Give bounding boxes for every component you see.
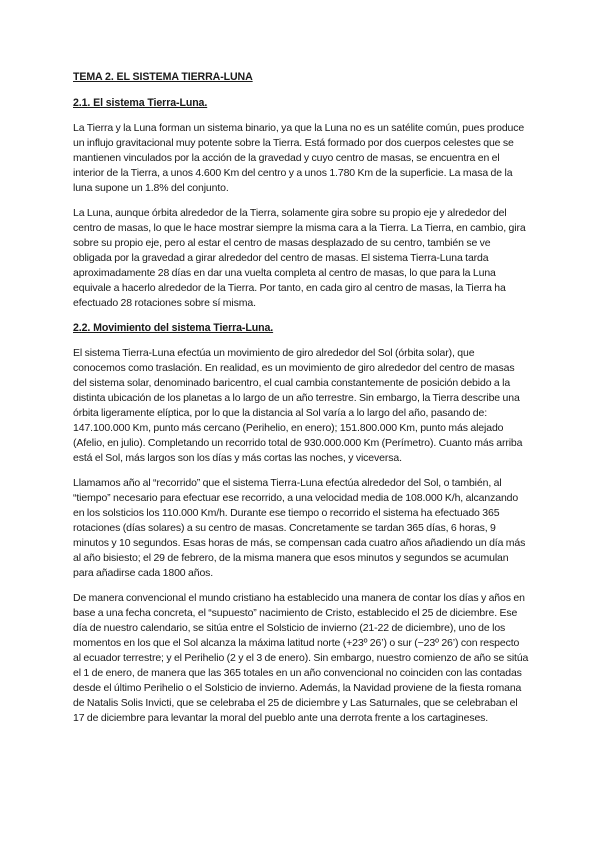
paragraph: El sistema Tierra-Luna efectúa un movimiento de giro alrededor del Sol (órbita solar), que conocemos como traslación. En realidad, es un movimiento de giro alrededor del centro de masas del sistema solar, denominado baricentro, el cual cambia constantemente de posición debido a la distinta ubicación de los planetas a lo largo de un año terrestre. Sin embargo, la Tierra describe una órbita ligeramente elíptica, por lo que la distancia al Sol varía a lo largo del año, pasando de: 147.100.000 Km, punto más cercano (Perihelio, en enero); 151.800.000 Km, punto más alejado (Afelio, en julio). Completando un recorrido total de 930.000.000 Km (Perímetro). Cuanto más arriba está el Sol, más largos son los días y más cortas las noches, y viceversa.: [73, 347, 523, 464]
section-earth-moon-system: [73, 96, 529, 311]
document-title: TEMA 2. EL SISTEMA TIERRA-LUNA: [73, 71, 253, 83]
document-body: [73, 70, 529, 736]
section-earth-moon-movement: [73, 321, 529, 726]
paragraph: Llamamos año al “recorrido” que el sistema Tierra-Luna efectúa alrededor del Sol, o también, al “tiempo” necesario para efectuar ese recorrido, a una velocidad media de 108.000 K/h, alcanzando en los solsticios los 110.000 Km/h. Durante ese tiempo o recorrido el sistema ha efectuado 365 rotaciones (días solares) a su centro de masas. Concretamente se tardan 365 días, 6 horas, 9 minutos y 10 segundos. Esas horas de más, se compensan cada cuatro años añadiendo un día más al año bisiesto; el 29 de febrero, de la misma manera que esos minutos y segundos se acumulan para añadirse cada 1800 años.: [73, 477, 526, 579]
paragraph: De manera convencional el mundo cristiano ha establecido una manera de contar los días y años en base a una fecha concreta, el “supuesto” nacimiento de Cristo, establecido el 25 de diciembre. Ese día de nuestro calendario, se sitúa entre el Solsticio de invierno (21-22 de diciembre), uno de los momentos en los que el Sol alcanza la máxima latitud norte (+23º 26’) o sur (−23º 26’) con respecto al ecuador terrestre; y el Perihelio (2 y el 3 de enero). Sin embargo, nuestro comienzo de año se sitúa el 1 de enero, de manera que las 365 totales en un año convencional no coinciden con las contadas desde el último Perihelio o el Solsticio de invierno. Además, la Navidad proviene de la fiesta romana de Natalis Solis Invicti, que se celebraba el 25 de diciembre y Las Saturnales, que se celebraban el 17 de diciembre para levantar la moral del pueblo ante una derrota frente a los cartagineses.: [73, 592, 529, 724]
section-heading: 2.2. Movimiento del sistema Tierra-Luna.: [73, 322, 274, 334]
paragraph: La Tierra y la Luna forman un sistema binario, ya que la Luna no es un satélite común, pues produce un influjo gravitacional muy potente sobre la Tierra. Está formado por dos cuerpos celestes que se mantienen vinculados por la acción de la gravedad y cuyo centro de masas, se encuentra en el interior de la Tierra, a unos 4.600 Km del centro y a unos 1.780 Km de la superficie. La masa de la luna supone un 1.8% del conjunto.: [73, 122, 525, 194]
section-heading: 2.1. El sistema Tierra-Luna.: [73, 97, 208, 109]
paragraph: La Luna, aunque órbita alrededor de la Tierra, solamente gira sobre su propio eje y alrededor del centro de masas, lo que le hace mostrar siempre la misma cara a la Tierra. La Tierra, en cambio, gira sobre su propio eje, pero al estar el centro de masas desplazado de su centro, también se ve obligada por la gravedad a girar alrededor del centro de masas. El sistema Tierra-Luna tarda aproximadamente 28 días en dar una vuelta completa al centro de masas, lo que para la Luna equivale a hacerlo alrededor de la Tierra. Por tanto, en cada giro al centro de masas, la Tierra ha efectuado 28 rotaciones sobre sí misma.: [73, 207, 526, 309]
